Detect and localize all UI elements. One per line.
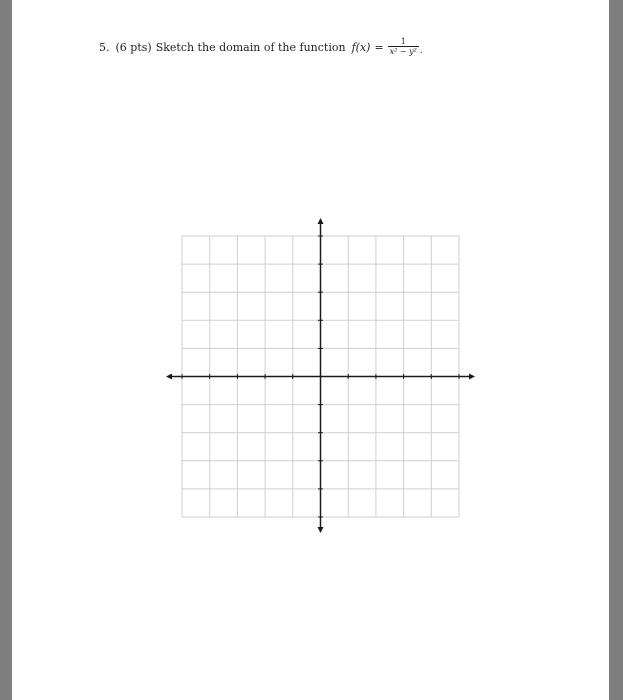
fraction-numerator: 1 xyxy=(400,37,406,46)
fraction-denominator: x² − y² xyxy=(389,47,417,57)
equals-sign: = xyxy=(374,41,384,55)
question-prompt: Sketch the domain of the function xyxy=(155,41,346,55)
question-number: 5. xyxy=(99,41,110,55)
x-axis-right-arrow-icon xyxy=(469,374,475,380)
axes xyxy=(166,218,475,533)
question-points: (6 pts) xyxy=(115,41,152,55)
x-axis-left-arrow-icon xyxy=(166,374,172,380)
function-lhs: f(x) xyxy=(351,41,371,55)
terminal-period: . xyxy=(419,45,423,56)
y-axis-down-arrow-icon xyxy=(318,527,324,533)
y-axis-up-arrow-icon xyxy=(318,218,324,224)
